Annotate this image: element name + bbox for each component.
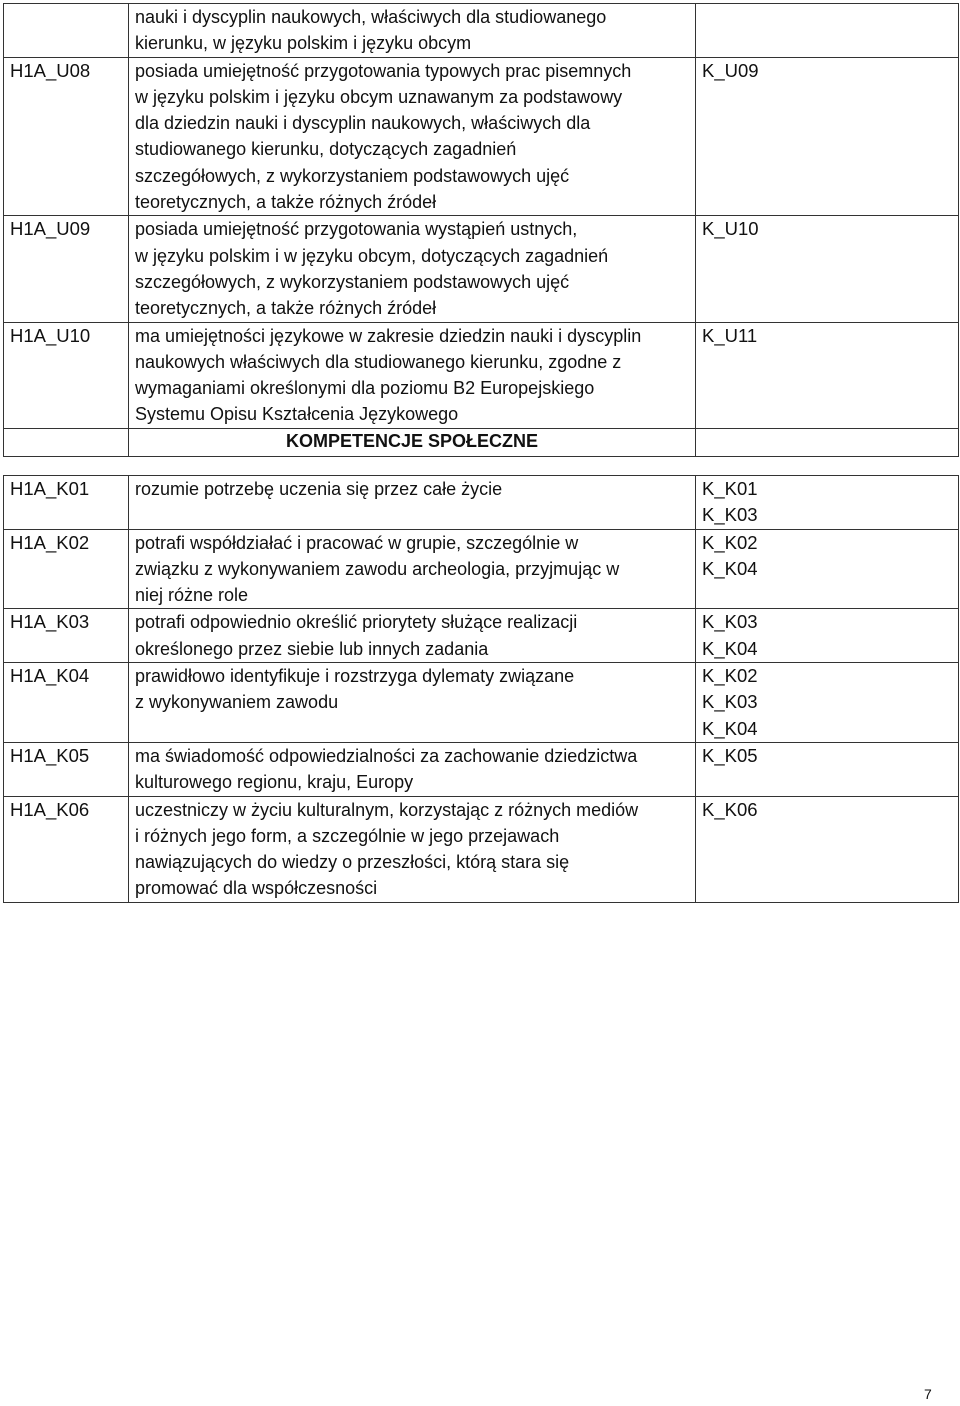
outcome-description-cell <box>129 4 696 58</box>
description-line: posiada umiejętność przygotowania typowych prac pisemnych <box>135 60 632 81</box>
outcome-code: H1A_K05 <box>10 744 90 766</box>
description-line: teoretycznych, a także różnych źródeł <box>135 192 437 213</box>
outcome-description-cell <box>129 216 696 322</box>
outcome-description-cell <box>129 663 696 743</box>
description-line: kulturowego regionu, kraju, Europy <box>135 772 414 793</box>
description-line: szczegółowych, z wykorzystaniem podstawowych ujęć <box>135 165 570 186</box>
section-heading: KOMPETENCJE SPOŁECZNE <box>129 428 696 456</box>
reference-code: K_K03 <box>702 611 758 633</box>
description-line: w języku polskim i w języku obcym, dotyczących zagadnień <box>135 245 609 266</box>
outcome-code-cell <box>4 476 129 530</box>
reference-code: K_K04 <box>702 637 758 659</box>
description-line: promować dla współczesności <box>135 878 378 899</box>
outcome-code-cell <box>4 57 129 216</box>
description-line: ma świadomość odpowiedzialności za zachowanie dziedzictwa <box>135 745 638 766</box>
reference-code: K_K06 <box>702 798 758 820</box>
outcome-code-cell <box>4 663 129 743</box>
description-line: dla dziedzin nauki i dyscyplin naukowych, właściwych dla <box>135 113 591 134</box>
table-row <box>4 322 959 428</box>
reference-codes-cell <box>696 663 959 743</box>
outcome-code: H1A_K04 <box>10 665 90 687</box>
outcome-code-cell <box>4 216 129 322</box>
table-row <box>4 476 959 530</box>
table-row <box>4 609 959 663</box>
reference-code: K_K02 <box>702 531 758 553</box>
description-line: studiowanego kierunku, dotyczących zagadnień <box>135 139 517 160</box>
outcome-code: H1A_U09 <box>10 218 91 240</box>
outcome-code: H1A_K01 <box>10 478 90 499</box>
description-line: nauki i dyscyplin naukowych, właściwych dla studiowanego <box>135 7 607 27</box>
description-line: Systemu Opisu Kształcenia Językowego <box>135 404 459 425</box>
reference-code: K_U11 <box>702 324 758 346</box>
description-line: niej różne role <box>135 585 249 606</box>
outcome-code: H1A_U10 <box>10 324 91 346</box>
outcome-code: H1A_K03 <box>10 611 90 633</box>
reference-codes-cell <box>696 609 959 663</box>
outcome-description-cell <box>129 529 696 609</box>
reference-codes-cell <box>696 476 959 530</box>
outcome-description-cell <box>129 609 696 663</box>
reference-codes-cell <box>696 742 959 796</box>
outcome-description-cell <box>129 742 696 796</box>
description-line: szczegółowych, z wykorzystaniem podstawowych ujęć <box>135 271 570 292</box>
reference-codes-cell <box>696 57 959 216</box>
section-heading-row <box>4 428 959 456</box>
description-line: potrafi współdziałać i pracować w grupie, szczególnie w <box>135 532 579 553</box>
page-number: 7 <box>924 1386 932 1402</box>
reference-codes-cell <box>696 216 959 322</box>
reference-codes-cell <box>696 322 959 428</box>
reference-codes-cell <box>696 796 959 902</box>
reference-code: K_K01 <box>702 478 758 499</box>
reference-code: K_K02 <box>702 665 758 687</box>
table-row <box>4 796 959 902</box>
reference-code: K_U09 <box>702 59 759 81</box>
reference-code: K_K03 <box>702 691 758 713</box>
outcome-code-cell <box>4 796 129 902</box>
description-line: naukowych właściwych dla studiowanego kierunku, zgodne z <box>135 351 622 372</box>
outcome-code-cell <box>4 322 129 428</box>
reference-code: K_K04 <box>702 557 758 579</box>
outcome-code-cell <box>4 609 129 663</box>
description-line: uczestniczy w życiu kulturalnym, korzystając z różnych mediów <box>135 799 639 820</box>
table-row <box>4 663 959 743</box>
learning-outcomes-table-skills <box>3 3 959 457</box>
outcome-description-cell <box>129 476 696 530</box>
outcome-code-cell <box>4 742 129 796</box>
reference-codes-cell <box>696 529 959 609</box>
empty-cell <box>4 428 129 456</box>
description-line: posiada umiejętność przygotowania wystąpień ustnych, <box>135 219 578 240</box>
outcome-code: H1A_U08 <box>10 59 91 81</box>
outcome-description-cell <box>129 57 696 216</box>
table-row <box>4 216 959 322</box>
description-line: z wykonywaniem zawodu <box>135 692 339 713</box>
description-line: w języku polskim i języku obcym uznawanym za podstawowy <box>135 86 623 107</box>
outcome-code: H1A_K06 <box>10 798 90 820</box>
description-line: potrafi odpowiednio określić priorytety służące realizacji <box>135 612 578 633</box>
outcome-code-cell <box>4 4 129 58</box>
description-line: wymaganiami określonymi dla poziomu B2 Europejskiego <box>135 378 595 399</box>
outcome-description-cell <box>129 796 696 902</box>
description-line: ma umiejętności językowe w zakresie dziedzin nauki i dyscyplin <box>135 325 642 346</box>
description-line: i różnych jego form, a szczególnie w jego przejawach <box>135 825 560 846</box>
description-line: związku z wykonywaniem zawodu archeologia, przyjmując w <box>135 558 620 579</box>
reference-code: K_U10 <box>702 218 759 240</box>
description-line: określonego przez siebie lub innych zadania <box>135 638 489 659</box>
empty-cell <box>696 428 959 456</box>
outcome-code-cell <box>4 529 129 609</box>
description-line: prawidłowo identyfikuje i rozstrzyga dylematy związane <box>135 666 575 687</box>
reference-code: K_K03 <box>702 504 758 526</box>
table-row <box>4 742 959 796</box>
outcome-description-cell <box>129 322 696 428</box>
table-row <box>4 4 959 58</box>
description-line: rozumie potrzebę uczenia się przez całe życie <box>135 479 503 499</box>
learning-outcomes-table-social <box>3 475 959 903</box>
reference-codes-cell <box>696 4 959 58</box>
description-line: nawiązujących do wiedzy o przeszłości, którą stara się <box>135 852 570 873</box>
table-row <box>4 57 959 216</box>
description-line: kierunku, w języku polskim i języku obcym <box>135 33 472 54</box>
reference-code: K_K05 <box>702 744 758 766</box>
reference-code: K_K04 <box>702 717 758 739</box>
table-row <box>4 529 959 609</box>
description-line: teoretycznych, a także różnych źródeł <box>135 298 437 319</box>
outcome-code: H1A_K02 <box>10 531 90 553</box>
